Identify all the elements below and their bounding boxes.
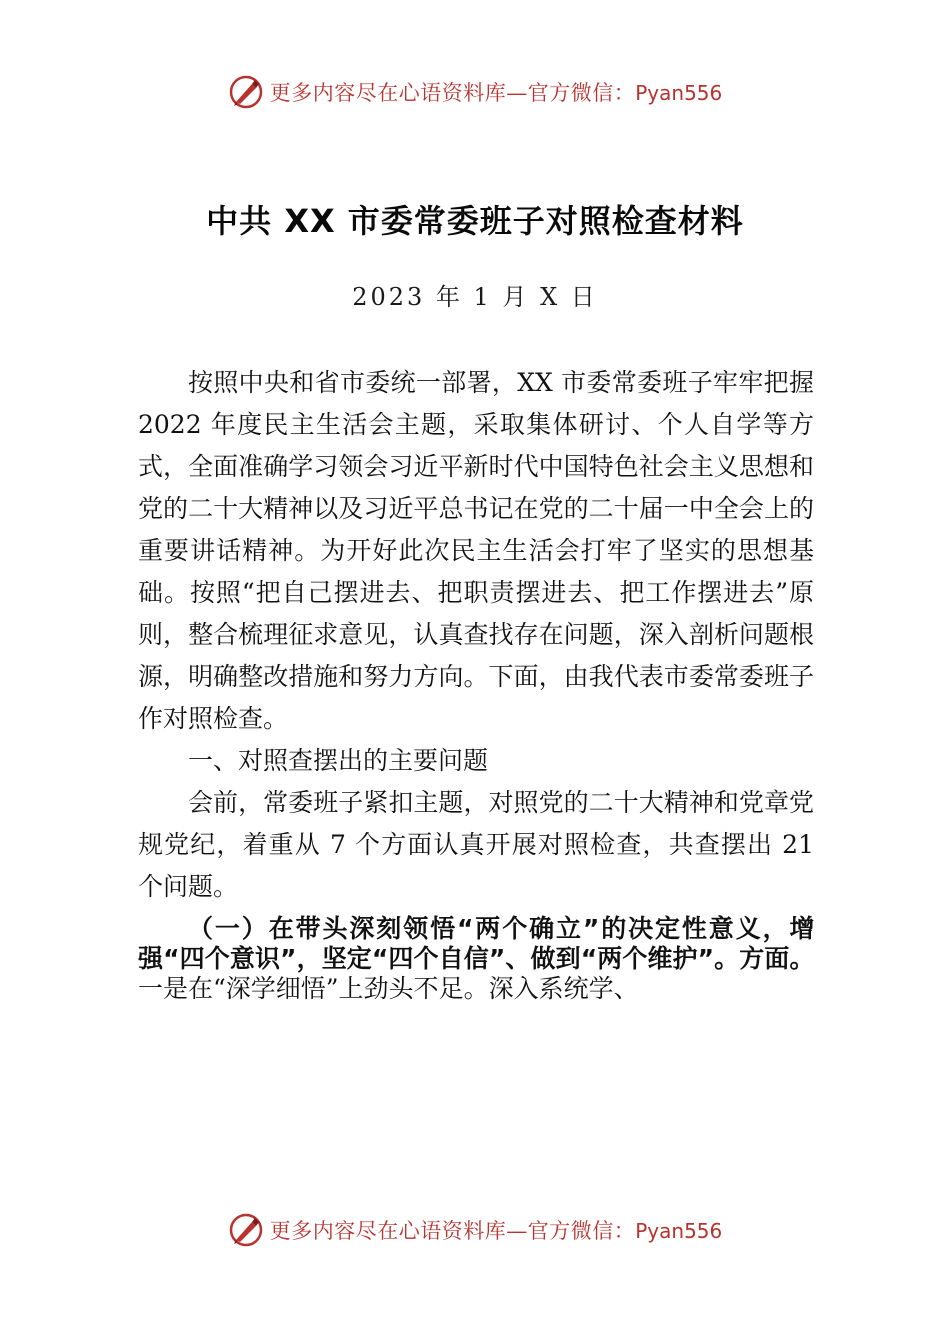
pen-logo-icon — [228, 1212, 264, 1248]
watermark-text: 更多内容尽在心语资料库—官方微信：Pyan556 — [269, 1219, 723, 1243]
pen-logo-icon — [228, 74, 264, 110]
document-date: 2023 年 1 月 X 日 — [352, 283, 598, 311]
subsection-text: 一是在“深学细悟”上劲头不足。深入系统学、 — [138, 974, 639, 1003]
footer-watermark — [0, 1208, 950, 1252]
body-paragraph: 会前，常委班子紧扣主题，对照党的二十大精神和党章党规党纪，着重从 7 个方面认真开展对照检查，共查摆出 21 个问题。 — [138, 788, 814, 901]
header-watermark — [0, 70, 950, 114]
watermark-text: 更多内容尽在心语资料库—官方微信：Pyan556 — [269, 81, 723, 105]
subsection-paragraph — [138, 914, 814, 1004]
section-heading: 一、对照查摆出的主要问题 — [188, 746, 489, 775]
subsection-heading: （一）在带头深刻领悟“两个确立”的决定性意义，增强“四个意识”，坚定“四个自信”、做到“两个维护”。方面。 — [138, 914, 814, 973]
document-title: 中共 XX 市委常委班子对照检查材料 — [206, 202, 744, 240]
document-body — [138, 362, 814, 1004]
intro-paragraph: 按照中央和省市委统一部署，XX 市委常委班子牢牢把握 2022 年度民主生活会主题，采取集体研讨、个人自学等方式，全面准确学习领会习近平新时代中国特色社会主义思想和党的二十大精神以及习近平总书记在党的二十届一中全会上的重要讲话精神。为开好此次民主生活会打牢了坚实的思想基础。按照“把自己摆进去、把职责摆进去、把工作摆进去”原则，整合梳理征求意见，认真查找存在问题，深入剖析问题根源，明确整改措施和努力方向。下面，由我代表市委常委班子作对照检查。 — [138, 368, 814, 733]
